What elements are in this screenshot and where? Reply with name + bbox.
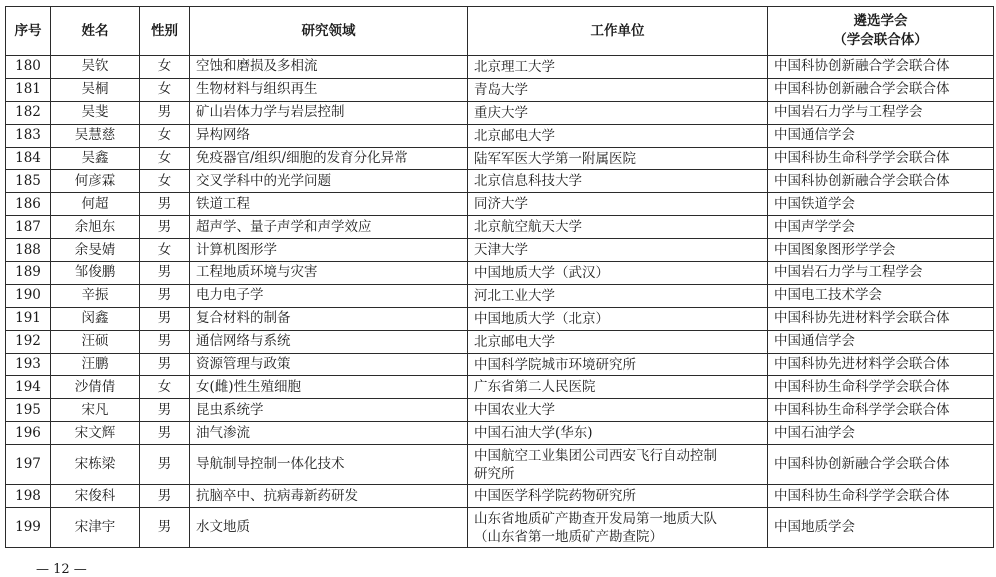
table-row [6, 124, 994, 147]
cell-unit [468, 124, 768, 147]
cell-org: 中国科协创新融合学会联合体 [768, 78, 994, 101]
cell-gender: 男 [140, 216, 190, 239]
cell-gender: 男 [140, 485, 190, 508]
cell-unit [468, 508, 768, 548]
cell-unit [468, 307, 768, 330]
cell-name: 吴慧慈 [51, 124, 140, 147]
cell-unit [468, 56, 768, 79]
cell-unit-line: 天津大学 [474, 242, 528, 259]
cell-gender: 女 [140, 147, 190, 170]
cell-field: 铁道工程 [190, 193, 468, 216]
cell-org: 中国科协创新融合学会联合体 [768, 445, 994, 485]
table-row [6, 353, 994, 376]
cell-field: 交叉学科中的光学问题 [190, 170, 468, 193]
cell-name: 余旻婧 [51, 239, 140, 262]
cell-unit-line: 河北工业大学 [474, 287, 555, 304]
cell-org: 中国科协生命科学学会联合体 [768, 147, 994, 170]
cell-name: 吴鑫 [51, 147, 140, 170]
cell-field: 抗脑卒中、抗病毒新药研发 [190, 485, 468, 508]
cell-field: 导航制导控制一体化技术 [190, 445, 468, 485]
cell-index: 184 [6, 147, 51, 170]
cell-unit [468, 422, 768, 445]
cell-org: 中国地质学会 [768, 508, 994, 548]
cell-org: 中国科协先进材料学会联合体 [768, 307, 994, 330]
cell-name: 辛振 [51, 284, 140, 307]
talent-roster-table [5, 6, 994, 548]
cell-org: 中国科协生命科学学会联合体 [768, 376, 994, 399]
cell-unit [468, 485, 768, 508]
cell-field: 矿山岩体力学与岩层控制 [190, 101, 468, 124]
cell-unit-line: 北京邮电大学 [474, 127, 555, 144]
cell-unit-line: 中国地质大学（北京） [474, 310, 609, 327]
cell-unit-line: 重庆大学 [474, 104, 528, 121]
cell-unit-line: 中国石油大学(华东) [474, 425, 593, 442]
cell-unit [468, 170, 768, 193]
cell-name: 吴钦 [51, 56, 140, 79]
cell-unit-line: 北京理工大学 [474, 58, 555, 75]
cell-name: 何彦霖 [51, 170, 140, 193]
cell-field: 油气渗流 [190, 422, 468, 445]
cell-index: 185 [6, 170, 51, 193]
cell-gender: 女 [140, 170, 190, 193]
header-field: 研究领域 [190, 7, 468, 56]
header-gender: 性别 [140, 7, 190, 56]
cell-unit [468, 330, 768, 353]
cell-name: 宋文辉 [51, 422, 140, 445]
table-row [6, 193, 994, 216]
cell-unit-line: 同济大学 [474, 196, 528, 213]
cell-unit-line: 北京信息科技大学 [474, 173, 582, 190]
cell-field: 通信网络与系统 [190, 330, 468, 353]
cell-unit [468, 284, 768, 307]
header-org [768, 7, 994, 56]
cell-name: 汪鹏 [51, 353, 140, 376]
table-row [6, 485, 994, 508]
cell-unit [468, 262, 768, 285]
cell-org: 中国科协生命科学学会联合体 [768, 399, 994, 422]
cell-field: 免疫器官/组织/细胞的发育分化异常 [190, 147, 468, 170]
table-row [6, 330, 994, 353]
cell-unit [468, 445, 768, 485]
cell-unit [468, 78, 768, 101]
header-unit: 工作单位 [468, 7, 768, 56]
table-row [6, 376, 994, 399]
table-row [6, 307, 994, 330]
cell-field: 昆虫系统学 [190, 399, 468, 422]
cell-name: 余旭东 [51, 216, 140, 239]
cell-index: 198 [6, 485, 51, 508]
cell-gender: 男 [140, 101, 190, 124]
cell-unit-line: 青岛大学 [474, 81, 528, 98]
cell-unit [468, 147, 768, 170]
cell-field: 水文地质 [190, 508, 468, 548]
cell-org: 中国通信学会 [768, 330, 994, 353]
cell-field: 异构网络 [190, 124, 468, 147]
cell-gender: 女 [140, 239, 190, 262]
cell-gender: 男 [140, 307, 190, 330]
cell-index: 191 [6, 307, 51, 330]
cell-org: 中国岩石力学与工程学会 [768, 262, 994, 285]
cell-index: 196 [6, 422, 51, 445]
cell-field: 生物材料与组织再生 [190, 78, 468, 101]
header-org-line1: 遴选学会 [853, 13, 908, 29]
cell-name: 邹俊鹏 [51, 262, 140, 285]
cell-field: 复合材料的制备 [190, 307, 468, 330]
table-row [6, 445, 994, 485]
cell-org: 中国图象图形学学会 [768, 239, 994, 262]
cell-unit-line: 中国科学院城市环境研究所 [474, 356, 636, 373]
header-name: 姓名 [51, 7, 140, 56]
cell-gender: 男 [140, 193, 190, 216]
cell-unit [468, 376, 768, 399]
cell-name: 沙倩倩 [51, 376, 140, 399]
cell-index: 188 [6, 239, 51, 262]
cell-name: 宋津宇 [51, 508, 140, 548]
cell-field: 资源管理与政策 [190, 353, 468, 376]
cell-unit [468, 101, 768, 124]
cell-org: 中国科协创新融合学会联合体 [768, 170, 994, 193]
table-row [6, 508, 994, 548]
cell-index: 182 [6, 101, 51, 124]
cell-name: 吴桐 [51, 78, 140, 101]
cell-index: 186 [6, 193, 51, 216]
cell-index: 183 [6, 124, 51, 147]
cell-gender: 男 [140, 284, 190, 307]
cell-gender: 女 [140, 376, 190, 399]
cell-index: 193 [6, 353, 51, 376]
cell-unit [468, 239, 768, 262]
cell-gender: 男 [140, 445, 190, 485]
cell-unit-line: 北京航空航天大学 [474, 219, 582, 236]
cell-index: 199 [6, 508, 51, 548]
cell-field: 女(雌)性生殖细胞 [190, 376, 468, 399]
cell-org: 中国铁道学会 [768, 193, 994, 216]
cell-org: 中国声学学会 [768, 216, 994, 239]
cell-gender: 男 [140, 399, 190, 422]
cell-unit-line: 山东省地质矿产勘查开发局第一地质大队 [474, 510, 717, 527]
cell-index: 192 [6, 330, 51, 353]
cell-unit-line: 中国航空工业集团公司西安飞行自动控制 [474, 447, 717, 464]
header-index: 序号 [6, 7, 51, 56]
cell-gender: 女 [140, 56, 190, 79]
cell-name: 宋凡 [51, 399, 140, 422]
cell-org: 中国岩石力学与工程学会 [768, 101, 994, 124]
cell-index: 195 [6, 399, 51, 422]
cell-unit [468, 193, 768, 216]
cell-gender: 男 [140, 422, 190, 445]
table-row [6, 422, 994, 445]
cell-unit-line: （山东省第一地质矿产勘查院） [474, 528, 663, 545]
cell-field: 电力电子学 [190, 284, 468, 307]
cell-gender: 男 [140, 330, 190, 353]
table-row [6, 262, 994, 285]
cell-gender: 女 [140, 124, 190, 147]
cell-name: 宋俊科 [51, 485, 140, 508]
cell-index: 194 [6, 376, 51, 399]
cell-gender: 男 [140, 508, 190, 548]
cell-name: 闵鑫 [51, 307, 140, 330]
cell-field: 工程地质环境与灾害 [190, 262, 468, 285]
cell-org: 中国科协先进材料学会联合体 [768, 353, 994, 376]
cell-field: 计算机图形学 [190, 239, 468, 262]
cell-unit [468, 353, 768, 376]
cell-field: 空蚀和磨损及多相流 [190, 56, 468, 79]
cell-org: 中国电工技术学会 [768, 284, 994, 307]
cell-org: 中国通信学会 [768, 124, 994, 147]
cell-unit-line: 中国农业大学 [474, 402, 555, 419]
cell-unit-line: 研究所 [474, 465, 515, 482]
cell-unit-line: 中国医学科学院药物研究所 [474, 488, 636, 505]
table-row [6, 399, 994, 422]
page-number: — 12 — [36, 562, 87, 577]
cell-index: 190 [6, 284, 51, 307]
cell-org: 中国石油学会 [768, 422, 994, 445]
cell-unit [468, 216, 768, 239]
cell-unit-line: 北京邮电大学 [474, 333, 555, 350]
table-row [6, 101, 994, 124]
table-row [6, 284, 994, 307]
cell-unit [468, 399, 768, 422]
header-org-line2: （学会联合体） [833, 32, 928, 48]
cell-unit-line: 广东省第二人民医院 [474, 379, 596, 396]
cell-field: 超声学、量子声学和声学效应 [190, 216, 468, 239]
table-row [6, 78, 994, 101]
cell-gender: 男 [140, 353, 190, 376]
table-row [6, 170, 994, 193]
cell-index: 187 [6, 216, 51, 239]
cell-org: 中国科协创新融合学会联合体 [768, 56, 994, 79]
table-row [6, 147, 994, 170]
cell-name: 何超 [51, 193, 140, 216]
cell-index: 181 [6, 78, 51, 101]
table-row [6, 239, 994, 262]
cell-unit-line: 中国地质大学（武汉） [474, 264, 609, 281]
cell-index: 189 [6, 262, 51, 285]
cell-name: 汪硕 [51, 330, 140, 353]
cell-name: 宋栋梁 [51, 445, 140, 485]
cell-gender: 男 [140, 262, 190, 285]
cell-org: 中国科协生命科学学会联合体 [768, 485, 994, 508]
cell-gender: 女 [140, 78, 190, 101]
table-row [6, 56, 994, 79]
table-row [6, 216, 994, 239]
cell-index: 197 [6, 445, 51, 485]
table-header-row [6, 7, 994, 56]
cell-unit-line: 陆军军医大学第一附属医院 [474, 150, 636, 167]
cell-index: 180 [6, 56, 51, 79]
cell-name: 吴斐 [51, 101, 140, 124]
